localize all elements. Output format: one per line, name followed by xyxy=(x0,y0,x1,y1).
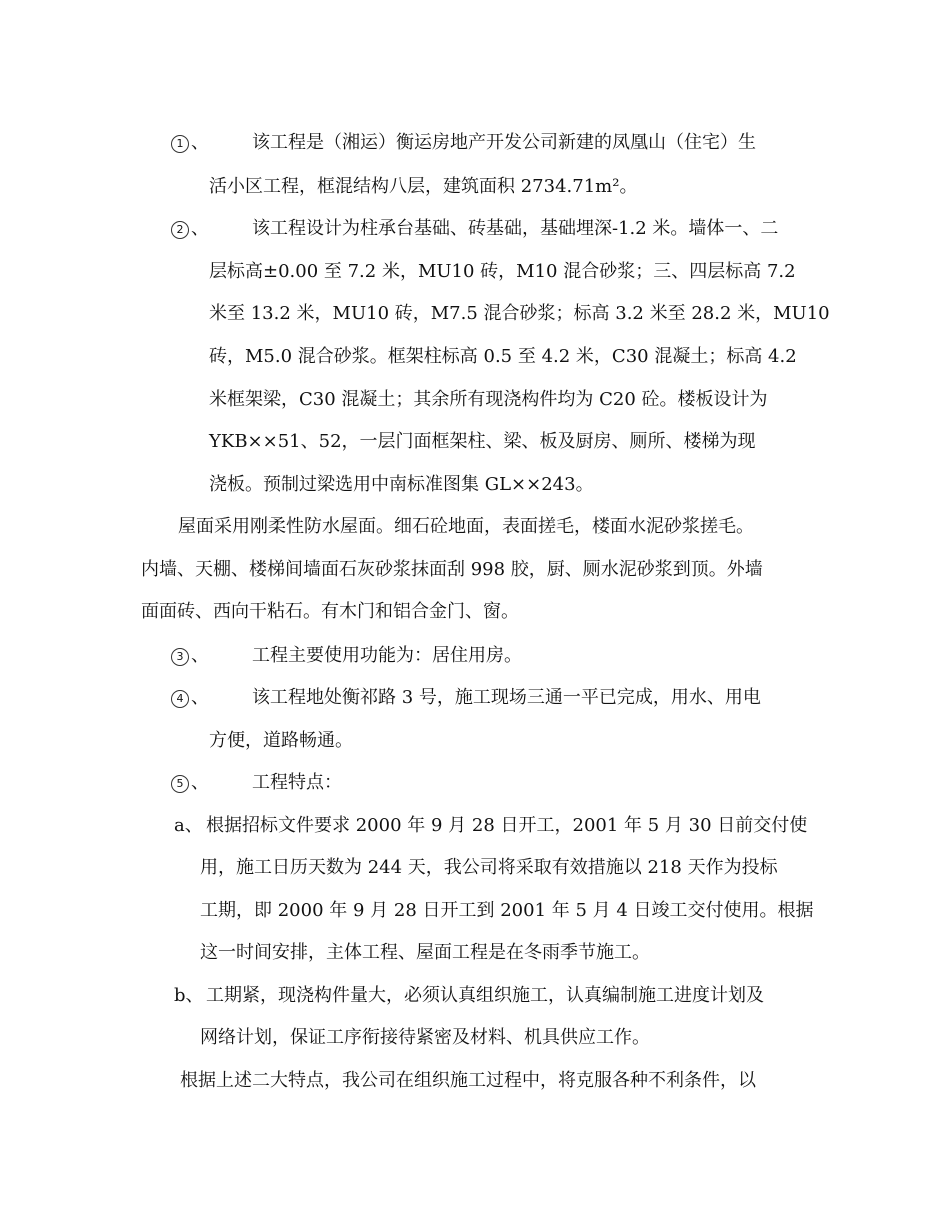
item-5-separator: 、 xyxy=(191,772,209,793)
circled-number-1: 1 xyxy=(171,135,189,153)
item-2-line-4: 砖，M5.0 混合砂浆。框架柱标高 0.5 至 4.2 米，C30 混凝土；标高 4.2 xyxy=(209,346,797,367)
item-4-line-1: 该工程地处衡祁路 3 号，施工现场三通一平已完成，用水、用电 xyxy=(252,687,761,708)
item-4-separator: 、 xyxy=(191,687,209,708)
item-5-line-1: 工程特点： xyxy=(252,772,342,793)
sub-item-b-label: b、 xyxy=(174,985,204,1006)
item-2-separator: 、 xyxy=(191,218,209,239)
circled-number-2: 2 xyxy=(171,221,189,239)
circled-number-5: 5 xyxy=(171,775,189,793)
sub-item-a-label: a、 xyxy=(174,815,203,836)
item-2-line-3: 米至 13.2 米，MU10 砖，M7.5 混合砂浆；标高 3.2 米至 28.2 米，MU10 xyxy=(209,303,830,324)
sub-a-line-4: 这一时间安排，主体工程、屋面工程是在冬雨季节施工。 xyxy=(200,942,650,963)
item-2-line-1: 该工程设计为柱承台基础、砖基础，基础埋深-1.2 米。墙体一、二 xyxy=(252,218,779,239)
item-1-line-1: 该工程是（湘运）衡运房地产开发公司新建的凤凰山（住宅）生 xyxy=(252,132,756,153)
sub-b-line-1: 工期紧，现浇构件量大，必须认真组织施工，认真编制施工进度计划及 xyxy=(206,985,764,1006)
item-4-line-2: 方便，道路畅通。 xyxy=(209,730,353,751)
item-2-line-7: 浇板。预制过梁选用中南标准图集 GL××243。 xyxy=(209,474,594,495)
sub-a-line-2: 用，施工日历天数为 244 天，我公司将采取有效措施以 218 天作为投标 xyxy=(200,857,778,878)
circled-number-4: 4 xyxy=(171,690,189,708)
roof-para-line-1: 屋面采用刚柔性防水屋面。细石砼地面，表面搓毛，楼面水泥砂浆搓毛。 xyxy=(178,516,754,537)
roof-para-line-2: 内墙、天棚、楼梯间墙面石灰砂浆抹面刮 998 胶，厨、厕水泥砂浆到顶。外墙 xyxy=(141,559,763,580)
sub-a-line-3: 工期，即 2000 年 9 月 28 日开工到 2001 年 5 月 4 日竣工交付使用。根据 xyxy=(200,900,814,921)
item-2-line-2: 层标高±0.00 至 7.2 米，MU10 砖，M10 混合砂浆；三、四层标高 7.2 xyxy=(209,261,796,282)
item-1-line-2: 活小区工程，框混结构八层，建筑面积 2734.71m²。 xyxy=(209,176,638,197)
circled-number-3: 3 xyxy=(171,648,189,666)
item-2-line-5: 米框架梁，C30 混凝土；其余所有现浇构件均为 C20 砼。楼板设计为 xyxy=(209,389,768,410)
item-1-separator: 、 xyxy=(191,132,209,153)
item-2-line-6: YKB××51、52，一层门面框架柱、梁、板及厨房、厕所、楼梯为现 xyxy=(209,431,756,452)
item-3-line-1: 工程主要使用功能为：居住用房。 xyxy=(252,645,522,666)
roof-para-line-3: 面面砖、西向干粘石。有木门和铝合金门、窗。 xyxy=(141,601,519,622)
final-para-line-1: 根据上述二大特点，我公司在组织施工过程中，将克服各种不利条件，以 xyxy=(180,1070,756,1091)
sub-a-line-1: 根据招标文件要求 2000 年 9 月 28 日开工，2001 年 5 月 30 日前交付使 xyxy=(206,815,808,836)
sub-b-line-2: 网络计划，保证工序衔接待紧密及材料、机具供应工作。 xyxy=(200,1027,650,1048)
item-3-separator: 、 xyxy=(191,645,209,666)
